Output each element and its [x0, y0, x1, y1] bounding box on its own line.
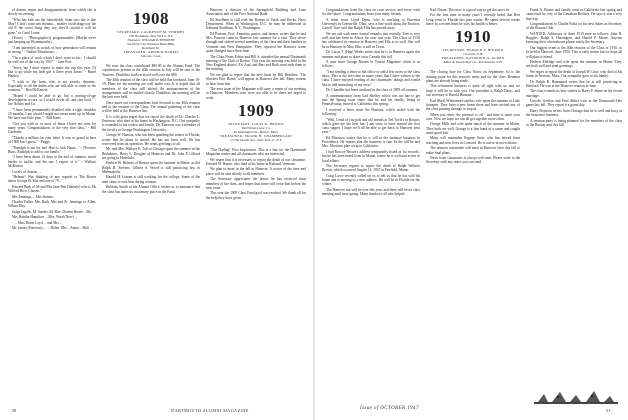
class-year-heading-1909: 1909 — [238, 100, 274, 120]
body-paragraph: The reunion committee will meet in Hanover later this fall to make final plans. — [426, 146, 520, 155]
body-paragraph: We regret to report the death of Joseph W. Gray, who died at his home in Newton, Mass. Our sympathy goes to his family. — [526, 69, 622, 79]
body-paragraph: Dr. Ralph B. Hammond writes that he is still practicing in Hartford. He was at the Hanover reunion in June. — [526, 79, 622, 88]
secretary-line: TREASURER, RAYMOND O. ALDEN — [441, 56, 505, 61]
body-paragraph: This retirement business is quite all right with us, and we hope it will be so with you. Our president is Ralph Davis, and our secretary is Harold Hinman. — [426, 84, 520, 98]
body-paragraph: Karl Nason. This note is a good way to get the news in. — [430, 8, 510, 12]
body-paragraph: Ed Morrison writes that he is still in the furniture business in Providence. He reports that the business is fine. In the fall he and Mrs. Morrison plan a trip to California. — [322, 135, 420, 149]
secretary-line: Alden & Trowbridge Co., Portsmouth, N.H. — [443, 60, 503, 65]
body-paragraph: "I am interested in switch of how generation will remain in wrong." - Nadine Moorhouse, ... — [8, 45, 96, 55]
body-paragraph: The Hanover fun will be over this year, and there will be no class meeting until next spring. Many thanks to all who helped. — [322, 187, 420, 197]
body-paragraph: Charles Fuller, Mrs Ruth, Mrs and Fr. Jennings to Allen, Wilma May. — [8, 200, 96, 209]
secretary-line: 17 Dartmouth Ave., New York 17, N.Y. — [230, 137, 282, 142]
body-paragraph: The Secretary regrets to report the death of Ralph Webster Brown, which occurred August 14, 1947 at Fairfield, Maine. — [322, 164, 420, 173]
secretary-line: Wall Street Lease Co. — [241, 125, 271, 130]
body-paragraph: A note from George Barnes in Tourist Magazine which is as follows: — [322, 60, 420, 69]
body-paragraph: I received a letter from Art Boutons, which ended with the following: — [322, 107, 420, 117]
col3-text — [206, 8, 306, 100]
body-paragraph: WANTED: Addresses of three 1910 men as follows: John R. Ruggles, Ralph S. Harrington, and Harold P. Morse. Anyone knowing their whereabouts please notify the Secretary. — [526, 31, 622, 45]
secretary-line: SECRETARY, LOUIS K. BROWN — [228, 121, 284, 126]
column-6 — [526, 8, 622, 386]
body-paragraph: "I have been permanently disabled with a right shoulder 10 months, I am afraid I might not mean meet up in Maine. We have one little pine." - Bill Jones. — [8, 107, 96, 121]
body-paragraph: For the first time in many years I recently heard that Bert Long went to Florida this past winter. He spent several weeks there. In a recent letter he says his health is better. — [426, 13, 520, 27]
body-paragraph: The Secretary appreciates the letters he has received from members of the class, and hopes that more will write him before the next issue. — [206, 177, 306, 190]
body-paragraph: "I have been about 14 days at the end of summer, much harder to tackle, and the one I expect of it." - Wallace McBarron. — [8, 155, 96, 169]
body-paragraph: It is with great regret that we report the death of Dr. Charles L. Emerson, who died at his home in Washington, D.C. Our sympathy is extended to his widow and family. Dr. Emerson was a member of the faculty at George Washington University. — [102, 114, 200, 132]
body-paragraph: "Sorry, but I don't expect to make the trip this year. I'd like to go while my little girl is three years home." - Hazel Hartley. — [8, 65, 96, 79]
body-paragraph: "I wish to the farm, who is not exactly dynamic. Especially to all the dudes who are still able to come to the reunions." - Ben McKenzie. — [8, 79, 96, 93]
body-paragraph: "Who has kids are the Satterfields, from one; she is due May? I don't want any rheuma... mother tooth-drags-say the old P, the worst thing they say...they'll...would it will be gone." to Carol Lorne. — [8, 17, 96, 35]
col2-text — [102, 64, 200, 194]
body-paragraph: Mrs Hamlin Hamilton ... Mrs. Ward (New) ... — [12, 215, 78, 220]
body-paragraph: Frank A. Boone and family went to California last spring and came back by way of the Canadian Rockies. He says it was a very fine trip. — [526, 8, 622, 21]
body-paragraph: Dr. Lucas T. (Hap) Weeks writes that he is in Hanover again this summer and plans to drive on to Canada this fall. — [322, 50, 420, 59]
secretary-block-1910 — [426, 48, 520, 64]
body-paragraph: We are sad with more formal remarks just recently. Tom is very well and has been in Africa for over one year. The Class of 1910 has celebrated its reunion in Hanover and Ella is so well. She will be in Hanover in May. Ellis is still in Texas. — [322, 31, 420, 49]
body-paragraph: Robbins Smith of the Alumni Office wishes us to announce that the class has taken its customary place in the Fund. — [102, 185, 200, 194]
body-paragraph: "Got you with us or most of those I have not seen for many years. Congratulations to the very fine class." - Bill Gardener. — [8, 121, 96, 135]
body-paragraph: The 40th reunion of the class will be held this weekend, June 18-19. Plans for the meeting are well under way. It is hoped that all members of the class will attend. An announcement of the arrangements will be mailed shortly. Doubtless the meeting will be the best ever held. — [102, 78, 200, 100]
secretary-line: Concord, N.H. — [463, 52, 483, 57]
body-paragraph: "Hoped I could be able to go, but a coming-of-age development occurs, so I would rustle all, and stay back." - Joe Nobles and Co. — [8, 93, 96, 107]
body-paragraph: "Well, I read of you pals and old friends at Ted Toyle's in Boston, which gave me the best fun. I am sorry to have missed the first class supper. I hope we'll all be able to get back to Hanover next year." — [322, 117, 420, 135]
body-paragraph: We are glad to report that the new book by Bill Beaulieu, 'The Shortest Way Home,' will appear in Hanover this fall. Many returns to hear from him. — [206, 72, 306, 86]
secretary-block-1908 — [102, 30, 200, 58]
body-paragraph: I had Roscoe Brown's address temporarily listed as 'no records', but he has been heard from in Maine, where he is well and active in local affairs. — [322, 149, 420, 163]
page-gutter — [313, 0, 315, 420]
body-paragraph: "Thanks a million for your letter. It was so grand to hear of 1908 but I guess." - Peggy. — [8, 135, 96, 145]
body-paragraph: News from classmates is always welcome. Please write to the Secretary with any notes you can send. — [426, 156, 520, 165]
secretary-line: TREASURER, FRANK H. CHAMBERLAIN — [219, 133, 293, 138]
page-number-right: 51 — [606, 408, 611, 413]
column-3 — [206, 8, 306, 402]
body-paragraph: Our biggest event is the 40th reunion of the Class of 1910, to be held in Hanover, June 1950. This is early notice but we hope all will plan to attend. — [526, 45, 622, 59]
body-paragraph: The Class Notes Editor and Bill Jr. attended the annual Dartmouth meeting of the Club of Boston. This year the meeting was held in the New England district. Ed, Aud, and Bert and Ruth went with them to the meeting. — [206, 54, 306, 72]
body-paragraph: Mr. James (Paterson) ... ... Helen. Mrs... Annie... Hall ... — [12, 226, 93, 231]
body-paragraph: The closing date for Class Notes on September 1st is the starting point for this season's notes and for the class. Reunion plans are already being made. — [426, 70, 520, 83]
body-paragraph: The class extends its best wishes to Harry P. Stone on his recent marriage. — [526, 89, 622, 98]
column-1 — [8, 8, 96, 402]
col5-text-after — [426, 70, 520, 164]
body-paragraph: A communication from Carl Shelley which was too late to get into the Spring issue states that he and his family, living in Pennsylvania, moved to California this spring. — [322, 93, 420, 107]
body-paragraph: "Our Darling" First Impression. This is a line for the Dartmouth Magazine reader and all classmates who are interested. — [206, 147, 306, 157]
secretary-block-1909 — [206, 122, 306, 142]
body-paragraph: Ed Parsons, Prof. Emeritus, pastor, and farmer, writes that he and Mrs. Parsons came to Hanover last summer for a visit. They drove through and visited several members of the class and their families in Vermont and New Hampshire. They reported the Hanover scene quite changed since their time. — [206, 31, 306, 54]
body-paragraph: Many will remember Eugene Scott, who has retired from teaching and now lives in Concord. He is active in town affairs. — [426, 136, 520, 145]
body-paragraph: (Yours) ... "Photographicly programmable. (Maybe we're just keeping up Wormmonths). — [8, 36, 96, 45]
body-paragraph: Mrs Jennings ... Mrs Stomer. — [12, 194, 54, 199]
secretary-line: Rockford, Ill. — [142, 46, 160, 50]
secretary-line: 100 Broadway, New York 5, N.Y. — [129, 34, 173, 38]
body-paragraph: - ... Miss Diane Loyd ... and Mrs... — [12, 220, 62, 225]
secretary-line: TREASURER, ARTHUR HARRIS — [123, 50, 179, 54]
page-number-left: 50 — [12, 408, 17, 413]
column-2 — [102, 8, 200, 402]
body-paragraph: "Helmut? Was thinking of any regards to The Roster about George B. Kirt and one to 79..." — [8, 175, 96, 184]
secretary-line: SECRETARY, HAROLD P. HINMAN — [442, 48, 504, 53]
body-paragraph: Earl (Bud) Whittemore and his wife spent the summer at Lake Sunapee. They have a new home there and have invited any of the class passing through to stop in. — [426, 98, 520, 112]
body-paragraph: A letter from Lloyd Dunn, who is teaching at Emerson University in Greenville, Ohio, says a fine word about the Rockies. Carroll Toye said that Ralph Ellis has passed away. — [322, 17, 420, 31]
col3-text-after — [206, 148, 306, 200]
secretary-line: Treasurer, WILLIAM P. KENNEDY — [127, 38, 175, 42]
body-paragraph: Herbert Eldridge and wife spent the summer in Maine. They are both well and send greetings. — [526, 60, 622, 69]
body-paragraph: We plan to meet in the fall at Hanover. A notice of the time and place will be sent shortly to all members. — [206, 167, 306, 176]
body-paragraph: Edward Bark of 58 and Mrs Jane Ben Dabbs(e) who is Mr Wilfred Rice. Chosen." — [8, 184, 96, 194]
body-paragraph: This year the 1909 Class Fund goal was reached. We thank all for the help they have given. — [206, 191, 306, 200]
body-paragraph: Congratulations from the class on your service, and every wish for the future. Congratulations from your many friends. — [322, 8, 420, 17]
body-paragraph: Judge Ingalls, M. Sander, M. Bier, Doreen Horne... Mr... — [12, 209, 94, 214]
body-paragraph: A reunion party is being planned for the members of the class in the Boston area this fall. — [526, 118, 622, 127]
body-paragraph: When you retire, the pressure is off - and time is more your own. Now we hope we can all get together more often. — [426, 112, 520, 121]
body-paragraph: We trust the class contributed $90.00 to the Alumni Fund. The contributors present at the 40th reunion in July will be sent to the Trustees. Doubtless both received well over the $90. — [102, 64, 200, 77]
class-year-heading-1910: 1910 — [455, 27, 491, 47]
footer-issue-label: Issue of OCTOBER 1947 — [360, 406, 419, 411]
body-paragraph: Herbert W. Holmes of Boston spent the summer in Maine, as did Ralph B. Stevens. Gilbert S. Wood is still practicing law in Minneapolis. — [102, 161, 200, 174]
body-paragraph: Once more our correspondents look forward to our 40th reunion and to the reunion of the Class. The annual gathering of the class will be held at the Hanover Inn. — [102, 100, 200, 114]
col6-text — [526, 8, 622, 127]
body-paragraph: Hanover, a director of the Springfield Building and Loan Association and of the First National Bank. — [206, 8, 306, 17]
body-paragraph: "Rudolph is not for me! Had to Jack Hasse..." - Florence Butts. Rudolph to add to our family." — [8, 145, 96, 154]
body-paragraph: "On a place of work which I don't want to stir... I should be well out of the way by 1957." - Jane Pew. — [8, 55, 96, 65]
body-paragraph: Lincoln Gordon and Fred Abbot were at the Dartmouth-Yale game last fall. They report it a grand day. — [526, 99, 622, 108]
secretary-line: Six Point City National Bank Bldg. — [127, 42, 175, 46]
body-paragraph: The next issue of the Magazine will carry a report of our meeting in Hanover. Members who were not able to be there are urged to write. — [206, 86, 306, 100]
body-paragraph: Lovely of dozens, ... — [12, 169, 42, 174]
body-paragraph: of dozens report and disappointment, from which she is slowly recovering. — [8, 8, 96, 17]
col5-text — [426, 8, 520, 26]
body-paragraph: We regret that it is necessary to report the death of our classmate, Edward W. Hazen, who died at his home in Rutland, Vermont. — [206, 157, 306, 166]
column-5 — [426, 8, 520, 402]
body-paragraph: Mr. and Mrs. Wallace E. Taft of Chicago spent the summer in the Berkshires. Harry L. Douglas of Hanover and Dr. John P. Gilford are going to Honolulu. — [102, 147, 200, 160]
body-paragraph: George W. Hanson, who has been spending the winter in Florida, writes that he plans to attend. He has not been well. He has recovered from an operation. He sends greetings to all. — [102, 133, 200, 146]
decorative-illustration-icon — [534, 388, 618, 406]
col1-text — [8, 8, 96, 231]
col4-text — [322, 8, 420, 197]
secretary-line: 40 Washington St., Boston, Mass. — [233, 129, 279, 134]
body-paragraph: Harold H. Lyman is still working for the college. Some of the men came to visit him during reunion. — [102, 175, 200, 184]
body-paragraph: Harry Boynton writes from Chicago that he is well and busy in the insurance business. — [526, 108, 622, 118]
footer-magazine-title: DARTMOUTH ALUMNI MAGAZINE — [171, 408, 249, 413]
secretary-line: Lincoln, Conn. — [140, 54, 162, 58]
body-paragraph: Ed Stoelhum is still with the Bureau of Yards and Docks, Navy Department. When in Washington, D.C. he may be addressed as Edmund Stoelhum, N.Y., Washington. — [206, 17, 306, 31]
body-paragraph: Dr. Chandler has been confined to the class of 1905 all summer. — [326, 88, 418, 93]
secretary-line: SECRETARY, LAURENCE M. SYMMES — [117, 30, 185, 34]
body-paragraph: George Mills and wife spent much of the summer in Maine. They both are well. George is a fine hand at a canoe and caught some good fish. — [426, 122, 520, 135]
body-paragraph: Congratulations to Charlie Parks on his new duties as Secretary of the Boston Club. — [526, 22, 622, 31]
body-paragraph: Craig Lowe recently called on us to tell us that he has sold his home and is moving to a new address. He will be in Florida for the winter. — [322, 173, 420, 187]
body-paragraph: "I am sending a letter to the office to add a few notes to the class news. This is the first time in many years that I have written to the class. I have enjoyed reading of my classmates' doings and would like to add something of my own." — [322, 69, 420, 87]
class-year-heading-1908: 1908 — [133, 9, 169, 28]
column-4 — [322, 8, 420, 402]
